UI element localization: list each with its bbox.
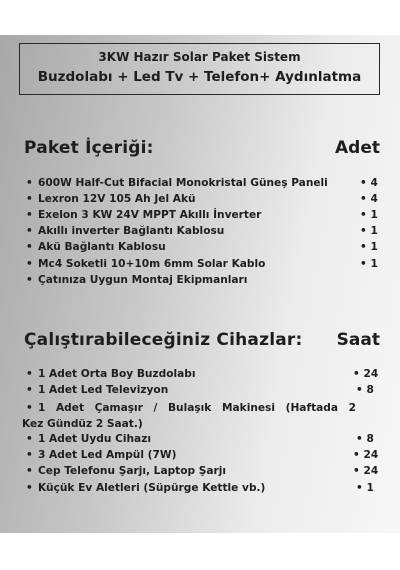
bullet-icon: • [26,258,33,270]
item-label: 3 Adet Led Ampül (7W) [38,449,177,461]
devices-title: Çalıştırabileceğiniz Cihazlar: [24,330,303,350]
item-qty: • 8 [356,384,374,396]
list-item [26,274,386,290]
item-label: Cep Telefonu Şarjı, Laptop Şarjı [38,465,227,477]
bullet-icon: • [26,209,33,221]
package-title: Paket İçeriği: [24,138,154,158]
list-item [26,193,386,209]
list-item [26,384,386,400]
item-qty: • 1 [360,258,378,270]
item-qty: • 4 [360,177,378,189]
item-label: 1 Adet Led Televizyon [38,384,169,396]
list-item [22,400,356,432]
item-qty: • 8 [356,433,374,445]
bullet-icon: • [26,368,33,380]
list-item [26,225,386,241]
bullet-icon: • [26,177,33,189]
bullet-icon: • [26,225,33,237]
item-qty: • 1 [360,209,378,221]
item-label: Mc4 Soketli 10+10m 6mm Solar Kablo [38,258,266,270]
title-line-2: Buzdolabı + Led Tv + Telefon+ Aydınlatma [37,69,362,85]
item-label: 1 Adet Uydu Cihazı [38,433,151,445]
item-qty: • 24 [353,368,379,380]
item-qty: • 1 [360,225,378,237]
bullet-icon: • [26,465,33,477]
item-label: Küçük Ev Aletleri (Süpürge Kettle vb.) [38,482,266,494]
list-item [26,482,386,498]
list-item [26,368,386,384]
list-item [26,177,386,193]
title-line-1: 3KW Hazır Solar Paket Sistem [98,50,301,64]
list-item [26,465,386,481]
bullet-icon: • [26,241,33,253]
item-label: 600W Half-Cut Bifacial Monokristal Güneş Paneli [38,177,328,189]
bullet-icon: • [26,274,33,286]
devices-unit-label: Saat [336,330,380,350]
list-item [26,209,386,225]
bullet-icon: • [26,433,33,445]
item-label: Lexron 12V 105 Ah Jel Akü [38,193,196,205]
bullet-icon: • [26,193,33,205]
item-label: Exelon 3 KW 24V MPPT Akıllı İnverter [38,209,262,221]
item-label: Akü Bağlantı Kablosu [38,241,166,253]
item-label-continued: Kez Gündüz 2 Saat.) [22,418,143,430]
package-unit-label: Adet [335,138,380,158]
item-qty: • 24 [353,449,379,461]
item-label: 1 Adet Orta Boy Buzdolabı [38,368,196,380]
list-item [26,241,386,257]
item-label: Akıllı inverter Bağlantı Kablosu [38,225,225,237]
bullet-icon: • [26,384,33,396]
bullet-icon: • [26,449,33,461]
item-label: 1 Adet Çamaşır / Bulaşık Makinesi (Haftada 2 [38,402,356,414]
item-qty: • 1 [356,482,374,494]
item-label: Çatınıza Uygun Montaj Ekipmanları [38,274,248,286]
title-box [19,43,380,95]
item-qty: • 1 [360,241,378,253]
list-item [26,433,386,449]
item-qty: • 24 [353,465,379,477]
item-qty: • 4 [360,193,378,205]
bullet-icon: • [26,482,33,494]
list-item [26,258,386,274]
bullet-icon: • [26,402,33,414]
list-item [26,449,386,465]
